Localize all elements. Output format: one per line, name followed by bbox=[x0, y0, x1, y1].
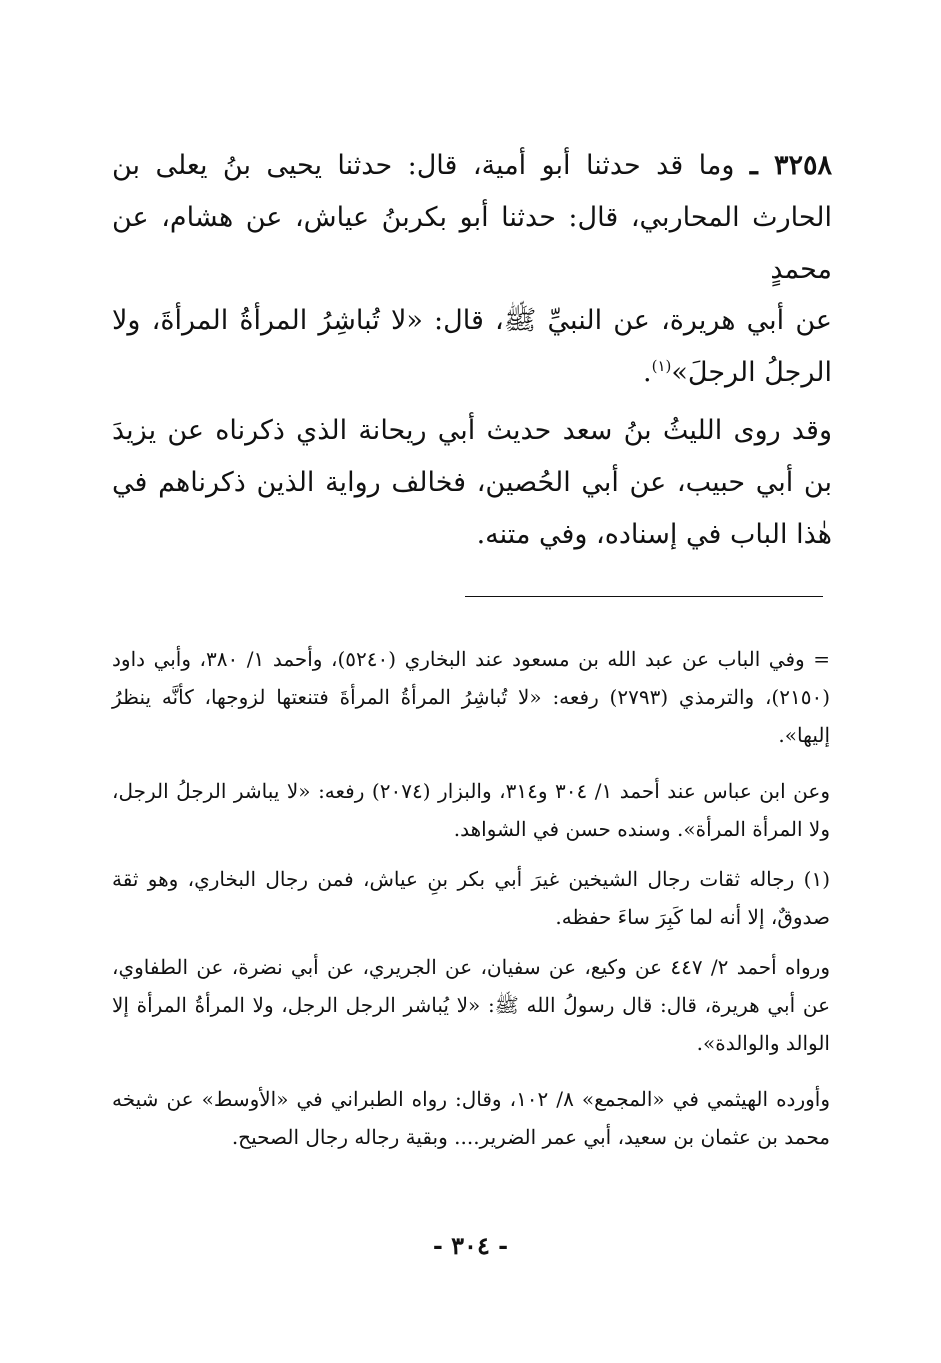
matn-end-punct: . bbox=[642, 357, 652, 388]
footnote-text: وعن ابن عباس عند أحمد ١/ ٣٠٤ و٣١٤، والبزار (٢٠٧٤) رفعه: «لا يباشر الرجلُ الرجل، ولا المرأة المرأة». وسنده حسن في الشواهد. bbox=[112, 779, 830, 841]
footnote-continuation bbox=[112, 640, 830, 754]
footnote-text: = وفي الباب عن عبد الله بن مسعود عند البخاري (٥٢٤٠)، وأحمد ١/ ٣٨٠، وأبي داود (٢١٥٠)، والترمذي (٢٧٩٣) رفعه: «لا تُباشِرُ المرأةُ المرأةَ فتنعتها لزوجها، كأنَّه ينظرُ إليها». bbox=[112, 647, 830, 747]
footnote-ibn-abbas bbox=[112, 772, 830, 848]
matn-text-line bbox=[112, 295, 832, 399]
footnote-text: وأورده الهيثمي في «المجمع» ٨/ ١٠٢، وقال: رواه الطبراني في «الأوسط» عن شيخه محمد بن عثمان بن سعيد، أبي عمر الضرير.... وبقية رجاله رجال الصحيح. bbox=[112, 1087, 830, 1149]
isnad-text: وما قد حدثنا أبو أمية، قال: حدثنا يحيى بنُ يعلى بن الحارث المحاربي، قال: حدثنا أبو بكربنُ عياش، عن هشام، عن محمدٍ bbox=[112, 150, 832, 285]
commentary-text: وقد روى الليثُ بنُ سعد حديث أبي ريحانة الذي ذكرناه عن يزيدَ بن أبي حبيب، عن أبي الحُصين، فخالف رواية الذين ذكرناهم في هٰذا الباب في إسناده، وفي متنه. bbox=[112, 415, 832, 550]
footnote-text: (١) رجاله ثقات رجال الشيخين غيرَ أبي بكر بنِ عياش، فمن رجال البخاري، وهو ثقة صدوقٌ، إلا أنه لما كَبِرَ ساءَ حفظه. bbox=[112, 867, 830, 929]
footnote-text: ورواه أحمد ٢/ ٤٤٧ عن وكيع، عن سفيان، عن الجريري، عن أبي نضرة، عن الطفاوي، عن أبي هريرة، قال: قال رسولُ الله ﷺ: «لا يُباشر الرجل الرجل، ولا المرأةُ المرأة إلا الوالد والوالدة». bbox=[112, 955, 830, 1055]
page-number: - ٣٠٤ - bbox=[432, 1231, 509, 1260]
commentary-paragraph bbox=[112, 405, 832, 561]
footnote-ahmad-narration bbox=[112, 948, 830, 1062]
footnote-divider bbox=[465, 596, 823, 597]
matn-text: عن أبي هريرة، عن النبيِّ ﷺ، قال: «لا تُباشِرُ المرأةُ المرأةَ، ولا الرجلُ الرجلَ» bbox=[112, 305, 832, 388]
footnote-reference-1: (١) bbox=[651, 357, 672, 375]
hadith-number: ٣٢٥٨ ـ bbox=[749, 150, 832, 181]
footnote-haythami bbox=[112, 1080, 830, 1156]
hadith-paragraph-text bbox=[112, 140, 832, 296]
hadith-paragraph-3258 bbox=[112, 140, 832, 296]
hadith-matn-paragraph bbox=[112, 295, 832, 399]
footnote-1 bbox=[112, 860, 830, 936]
